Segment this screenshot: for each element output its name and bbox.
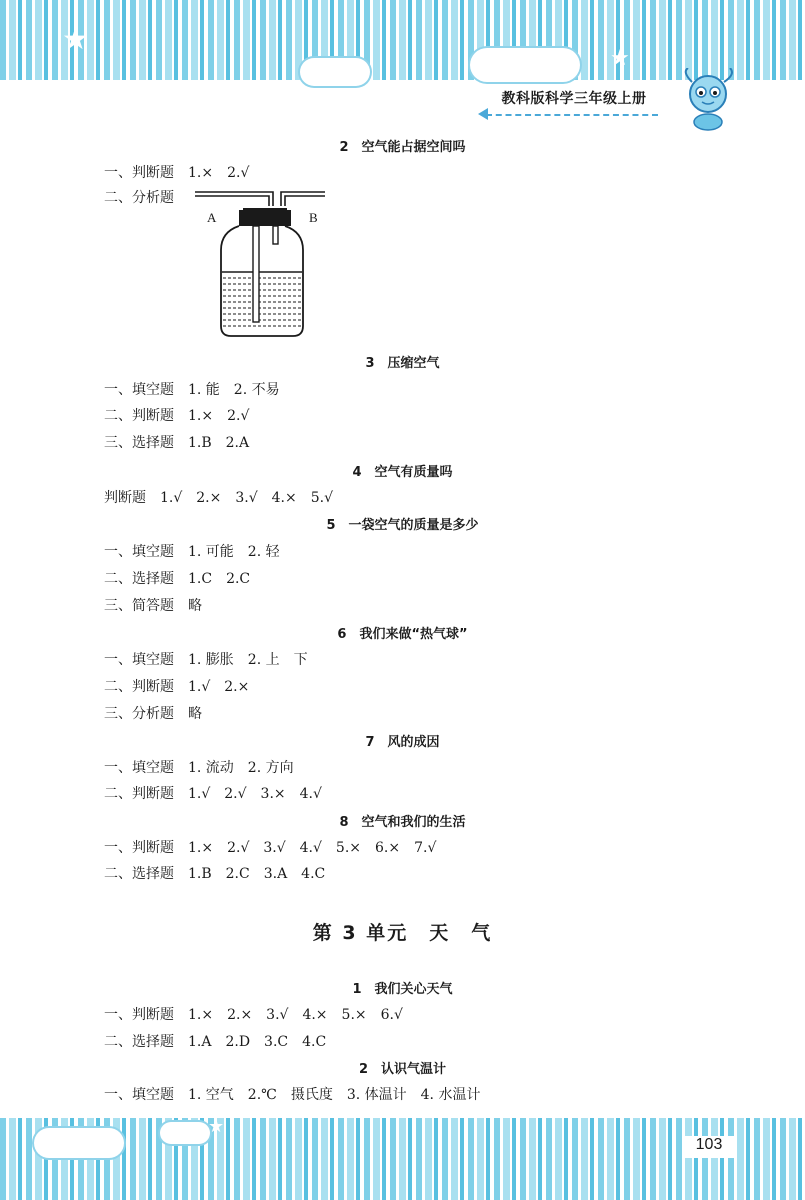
section-title: 3 压缩空气	[365, 356, 440, 371]
answer-line: 一、判断题 1.× 2.√ 3.√ 4.√ 5.× 6.× 7.√	[104, 840, 437, 856]
answer-line: 二、分析题	[104, 190, 174, 206]
answer-line: 一、填空题 1. 膨胀 2. 上 下	[104, 652, 308, 668]
mascot-icon	[668, 68, 748, 132]
header-rule	[486, 114, 658, 116]
answer-line: 二、判断题 1.√ 2.√ 3.× 4.√	[104, 786, 322, 802]
section-title: 2 空气能占据空间吗	[339, 140, 466, 155]
cloud-icon	[160, 1122, 210, 1144]
answer-line: 三、分析题 略	[104, 706, 202, 722]
answer-line: 二、选择题 1.A 2.D 3.C 4.C	[104, 1034, 327, 1050]
bottle-drawing	[195, 180, 325, 345]
label-a: A	[207, 210, 217, 225]
section-title: 8 空气和我们的生活	[339, 815, 466, 830]
answer-line: 二、选择题 1.C 2.C	[104, 571, 251, 587]
bottom-decorative-band	[0, 1118, 805, 1200]
answer-line: 一、填空题 1. 流动 2. 方向	[104, 760, 294, 776]
answer-line: 二、判断题 1.× 2.√	[104, 408, 250, 424]
answer-line: 一、填空题 1. 能 2. 不易	[104, 382, 280, 398]
answer-line: 二、选择题 1.B 2.C 3.A 4.C	[104, 866, 326, 882]
book-title: 教科版科学三年级上册	[501, 91, 647, 107]
star-icon: ★	[62, 22, 89, 57]
bottle-diagram	[195, 180, 325, 345]
star-icon: ★	[610, 46, 630, 71]
label-b: B	[309, 210, 318, 225]
section-title: 4 空气有质量吗	[352, 465, 453, 480]
page-number: 103	[684, 1136, 734, 1158]
section-title: 1 我们关心天气	[352, 982, 453, 997]
cloud-icon	[34, 1128, 124, 1158]
answer-line: 一、判断题 1.× 2.× 3.√ 4.× 5.× 6.√	[104, 1007, 403, 1023]
answer-line: 一、填空题 1. 空气 2.℃ 摄氏度 3. 体温计 4. 水温计	[104, 1087, 481, 1103]
section-title: 6 我们来做“热气球”	[337, 627, 468, 642]
section-title: 7 风的成因	[365, 735, 440, 750]
section-title: 2 认识气温计	[358, 1062, 447, 1077]
star-icon: ★	[208, 1116, 225, 1137]
answer-line: 三、简答题 略	[104, 598, 202, 614]
unit-title: 第 3 单元 天 气	[312, 922, 493, 944]
cloud-icon	[470, 48, 580, 82]
answer-line: 一、填空题 1. 可能 2. 轻	[104, 544, 280, 560]
answer-line: 一、判断题 1.× 2.√	[104, 165, 250, 181]
cloud-icon	[300, 58, 370, 86]
answer-line: 三、选择题 1.B 2.A	[104, 435, 250, 451]
section-title: 5 一袋空气的质量是多少	[326, 518, 479, 533]
answer-line: 二、判断题 1.√ 2.×	[104, 679, 250, 695]
answer-line: 判断题 1.√ 2.× 3.√ 4.× 5.√	[104, 490, 334, 506]
